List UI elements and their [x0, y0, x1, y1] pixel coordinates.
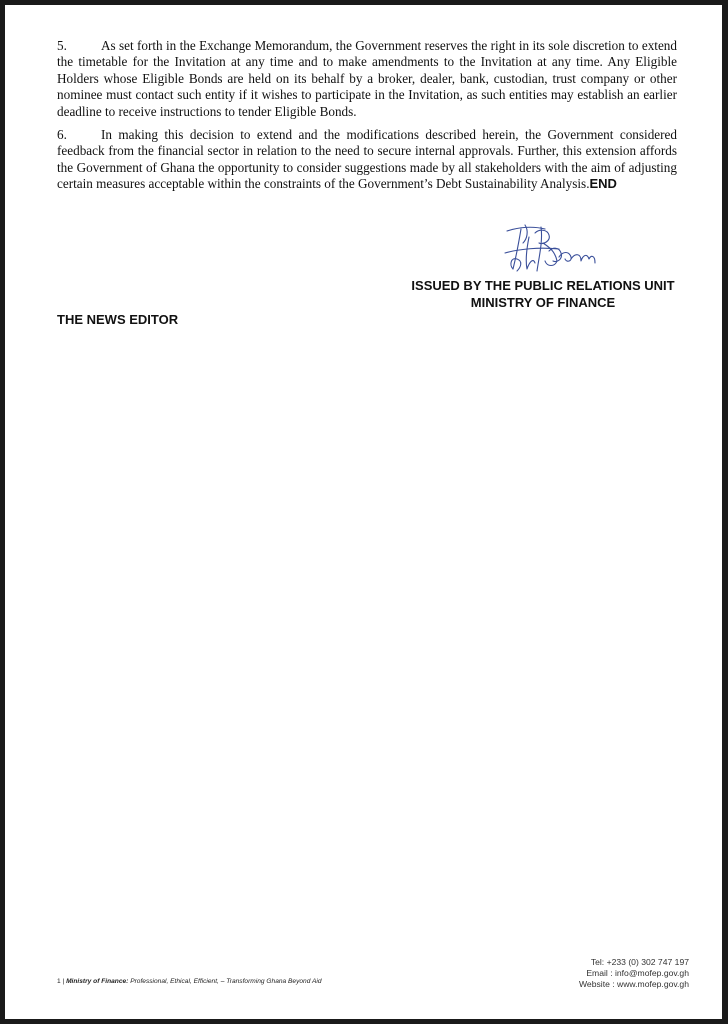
footer-website: Website : www.mofep.gov.gh	[578, 979, 689, 989]
ministry-line: MINISTRY OF FINANCE	[470, 294, 616, 310]
document-page	[5, 5, 722, 1019]
paragraph-number: 5.	[57, 38, 67, 53]
paragraph-number: 6.	[57, 127, 67, 142]
footer-tagline	[57, 978, 322, 985]
recipient-label: THE NEWS EDITOR	[57, 312, 179, 327]
footer-org: Ministry of Finance:	[66, 978, 129, 985]
paragraph-6	[57, 127, 677, 193]
signature-icon	[499, 217, 609, 281]
paragraph-text: As set forth in the Exchange Memorandum, the Government reserves the right in its sole discretion to extend the timetable for the Invitation at any time and to make amendments to the Invitation at any time. Any Eligible Holders whose Eligible Bonds are held on its behalf by a broker, dealer, bank, custodian, trust company or other nominee must contact such entity if it wishes to participate in the Invitation, as such entities may establish an earlier deadline to receive instructions to tender Eligible Bonds.	[57, 38, 677, 119]
footer-email: Email : info@mofep.gov.gh	[586, 968, 689, 978]
end-marker: END	[589, 176, 617, 192]
issued-by-block	[405, 278, 681, 311]
issued-by-line: ISSUED BY THE PUBLIC RELATIONS UNIT	[411, 278, 675, 293]
footer-contact	[579, 957, 689, 990]
paragraph-5	[57, 38, 677, 120]
footer-motto: Professional, Ethical, Efficient, – Transforming Ghana Beyond Aid	[130, 978, 322, 985]
paragraph-text: In making this decision to extend and the modifications described herein, the Government considered feedback from the financial sector in relation to the need to secure internal approvals. Further, this extension affords the Government of Ghana the opportunity to consider suggestions made by all stakeholders with the aim of adjusting certain measures acceptable within the constraints of the Government’s Debt Sustainability Analysis.	[57, 127, 677, 192]
page-number: 1 |	[57, 978, 65, 985]
footer-tel: Tel: +233 (0) 302 747 197	[590, 957, 689, 967]
